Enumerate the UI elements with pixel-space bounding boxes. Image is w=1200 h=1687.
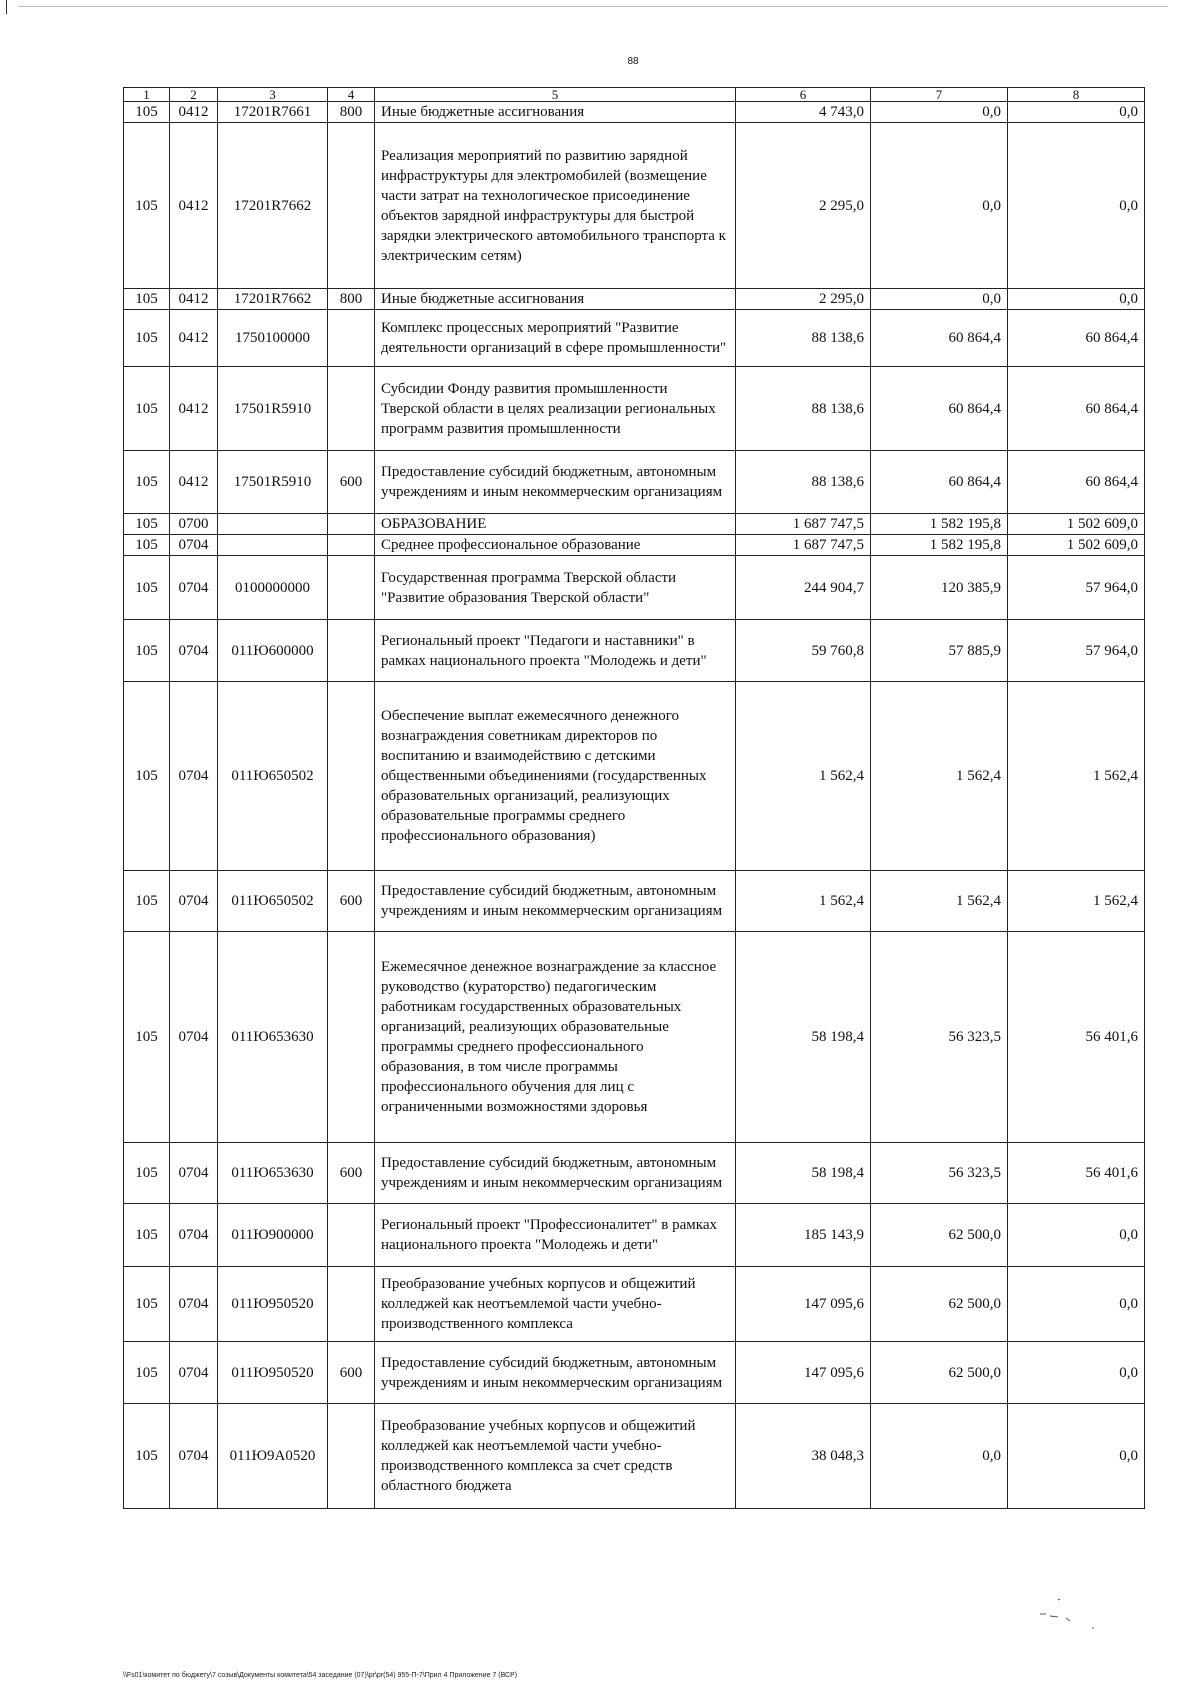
cell-expense-type [328,367,375,451]
table-row [124,123,1145,289]
cell-amount-2025: 244 904,7 [736,556,871,620]
cell-amount-2025: 2 295,0 [736,123,871,289]
cell-admin-code: 105 [124,871,170,932]
cell-target-code: 011Ю653630 [218,1143,328,1204]
table-row [124,932,1145,1143]
cell-expense-type [328,620,375,682]
header-cell: 4 [328,88,375,102]
cell-amount-2026: 120 385,9 [871,556,1008,620]
cell-amount-2026: 1 562,4 [871,682,1008,871]
cell-description: Комплекс процессных мероприятий "Развитие деятельности организаций в сфере промышленности" [375,310,736,367]
cell-description: Реализация мероприятий по развитию зарядной инфраструктуры для электромобилей (возмещение части затрат на технологическое присоединение объектов зарядной инфраструктуры для быстрой зарядки электрического автомобильного транспорта к электрическим сетям) [375,123,736,289]
cell-target-code [218,514,328,535]
cell-target-code: 17201R7662 [218,289,328,310]
cell-amount-2026: 60 864,4 [871,451,1008,514]
cell-section-code: 0412 [170,367,218,451]
cell-amount-2027: 0,0 [1008,1404,1145,1509]
cell-section-code: 0412 [170,289,218,310]
cell-expense-type [328,556,375,620]
cell-expense-type [328,310,375,367]
cell-amount-2025: 147 095,6 [736,1342,871,1404]
table-row [124,871,1145,932]
cell-section-code: 0704 [170,932,218,1143]
cell-target-code: 17201R7661 [218,102,328,123]
cell-admin-code: 105 [124,1267,170,1342]
cell-amount-2026: 1 562,4 [871,871,1008,932]
cell-amount-2027: 1 502 609,0 [1008,514,1145,535]
cell-amount-2027: 0,0 [1008,1204,1145,1267]
cell-admin-code: 105 [124,932,170,1143]
top-rule [18,6,1168,7]
cell-target-code: 011Ю950520 [218,1267,328,1342]
cell-description: Государственная программа Тверской области "Развитие образования Тверской области" [375,556,736,620]
cell-admin-code: 105 [124,1204,170,1267]
cell-amount-2027: 0,0 [1008,1267,1145,1342]
table-row [124,1267,1145,1342]
cell-admin-code: 105 [124,535,170,556]
cell-amount-2025: 1 562,4 [736,871,871,932]
cell-amount-2025: 1 687 747,5 [736,535,871,556]
cell-description: Преобразование учебных корпусов и общежитий колледжей как неотъемлемой части учебно-производственного комплекса [375,1267,736,1342]
cell-expense-type: 600 [328,451,375,514]
cell-section-code: 0412 [170,310,218,367]
scan-edge-mark [6,0,7,14]
cell-admin-code: 105 [124,310,170,367]
cell-target-code: 011Ю900000 [218,1204,328,1267]
table-row [124,620,1145,682]
cell-amount-2025: 88 138,6 [736,310,871,367]
cell-admin-code: 105 [124,123,170,289]
table-row [124,367,1145,451]
header-cell: 8 [1008,88,1145,102]
table-row [124,556,1145,620]
cell-expense-type [328,123,375,289]
cell-amount-2027: 60 864,4 [1008,310,1145,367]
cell-target-code: 0100000000 [218,556,328,620]
cell-amount-2026: 1 582 195,8 [871,514,1008,535]
cell-amount-2026: 0,0 [871,289,1008,310]
cell-amount-2027: 57 964,0 [1008,556,1145,620]
cell-admin-code: 105 [124,1404,170,1509]
page-number: 88 [627,56,639,67]
cell-expense-type [328,1204,375,1267]
cell-description: Региональный проект "Профессионалитет" в рамках национального проекта "Молодежь и дети" [375,1204,736,1267]
cell-amount-2027: 0,0 [1008,1342,1145,1404]
cell-amount-2027: 56 401,6 [1008,932,1145,1143]
cell-description: ОБРАЗОВАНИЕ [375,514,736,535]
cell-admin-code: 105 [124,367,170,451]
cell-description: Ежемесячное денежное вознаграждение за классное руководство (кураторство) педагогическим работникам государственных образовательных организаций, реализующих образовательные программы среднего профессионального образования, в том числе программы профессионального обучения для лиц с ограниченными возможностями здоровья [375,932,736,1143]
cell-admin-code: 105 [124,514,170,535]
cell-amount-2027: 0,0 [1008,102,1145,123]
cell-amount-2027: 60 864,4 [1008,367,1145,451]
cell-amount-2026: 57 885,9 [871,620,1008,682]
cell-expense-type: 800 [328,289,375,310]
cell-expense-type [328,535,375,556]
cell-section-code: 0704 [170,1267,218,1342]
cell-admin-code: 105 [124,556,170,620]
cell-amount-2027: 0,0 [1008,123,1145,289]
cell-admin-code: 105 [124,1143,170,1204]
cell-target-code: 011Ю950520 [218,1342,328,1404]
cell-amount-2025: 1 687 747,5 [736,514,871,535]
cell-amount-2025: 2 295,0 [736,289,871,310]
header-cell: 5 [375,88,736,102]
cell-section-code: 0704 [170,620,218,682]
cell-admin-code: 105 [124,682,170,871]
cell-amount-2026: 56 323,5 [871,1143,1008,1204]
cell-admin-code: 105 [124,289,170,310]
cell-expense-type: 600 [328,1342,375,1404]
cell-amount-2026: 62 500,0 [871,1342,1008,1404]
cell-admin-code: 105 [124,1342,170,1404]
table-row [124,102,1145,123]
cell-target-code: 011Ю650502 [218,871,328,932]
cell-target-code: 17501R5910 [218,367,328,451]
cell-section-code: 0704 [170,1204,218,1267]
cell-amount-2027: 56 401,6 [1008,1143,1145,1204]
table-row [124,514,1145,535]
cell-expense-type [328,1404,375,1509]
cell-amount-2025: 185 143,9 [736,1204,871,1267]
cell-target-code [218,535,328,556]
cell-target-code: 1750100000 [218,310,328,367]
header-cell: 2 [170,88,218,102]
cell-amount-2026: 0,0 [871,102,1008,123]
header-cell: 1 [124,88,170,102]
file-path-footer: \\Fs01\комитет по бюджету\7 созыв\Документы комитета\54 заседание (07)\pr\pr(54) 955-П-7\Прил 4 Приложение 7 (ВСР) [123,1672,518,1679]
header-cell: 7 [871,88,1008,102]
cell-expense-type: 800 [328,102,375,123]
cell-amount-2026: 62 500,0 [871,1204,1008,1267]
cell-expense-type: 600 [328,871,375,932]
cell-amount-2025: 4 743,0 [736,102,871,123]
cell-amount-2025: 59 760,8 [736,620,871,682]
table-row [124,310,1145,367]
cell-section-code: 0704 [170,1404,218,1509]
cell-amount-2027: 57 964,0 [1008,620,1145,682]
cell-section-code: 0704 [170,682,218,871]
cell-expense-type [328,932,375,1143]
cell-amount-2027: 0,0 [1008,289,1145,310]
cell-section-code: 0704 [170,1143,218,1204]
cell-description: Субсидии Фонду развития промышленности Тверской области в целях реализации региональных программ развития промышленности [375,367,736,451]
cell-amount-2026: 0,0 [871,1404,1008,1509]
cell-section-code: 0700 [170,514,218,535]
cell-amount-2026: 60 864,4 [871,310,1008,367]
cell-amount-2025: 58 198,4 [736,932,871,1143]
cell-section-code: 0704 [170,1342,218,1404]
table-row [124,1204,1145,1267]
cell-amount-2027: 1 562,4 [1008,682,1145,871]
cell-expense-type: 600 [328,1143,375,1204]
cell-amount-2025: 88 138,6 [736,367,871,451]
cell-amount-2026: 60 864,4 [871,367,1008,451]
budget-table [123,87,1145,1509]
table-row [124,451,1145,514]
handwritten-marks [1030,1592,1100,1632]
table-row [124,289,1145,310]
cell-target-code: 011Ю600000 [218,620,328,682]
table-row [124,682,1145,871]
cell-target-code: 17501R5910 [218,451,328,514]
cell-amount-2026: 0,0 [871,123,1008,289]
cell-description: Среднее профессиональное образование [375,535,736,556]
cell-target-code: 011Ю9А0520 [218,1404,328,1509]
cell-amount-2025: 88 138,6 [736,451,871,514]
cell-description: Предоставление субсидий бюджетным, автономным учреждениям и иным некоммерческим организациям [375,451,736,514]
cell-amount-2027: 1 502 609,0 [1008,535,1145,556]
cell-target-code: 011Ю653630 [218,932,328,1143]
cell-amount-2026: 56 323,5 [871,932,1008,1143]
cell-description: Обеспечение выплат ежемесячного денежного вознаграждения советникам директоров по воспитанию и взаимодействию с детскими общественными объединениями (государственных образовательных организаций, реализующих образовательные программы среднего профессионального образования) [375,682,736,871]
cell-target-code: 011Ю650502 [218,682,328,871]
cell-section-code: 0412 [170,451,218,514]
cell-admin-code: 105 [124,102,170,123]
cell-description: Иные бюджетные ассигнования [375,102,736,123]
header-cell: 3 [218,88,328,102]
cell-expense-type [328,682,375,871]
header-row [124,88,1145,102]
cell-description: Региональный проект "Педагоги и наставники" в рамках национального проекта "Молодежь и дети" [375,620,736,682]
cell-description: Иные бюджетные ассигнования [375,289,736,310]
cell-amount-2025: 38 048,3 [736,1404,871,1509]
cell-description: Предоставление субсидий бюджетным, автономным учреждениям и иным некоммерческим организациям [375,871,736,932]
cell-section-code: 0704 [170,556,218,620]
cell-amount-2025: 147 095,6 [736,1267,871,1342]
cell-description: Предоставление субсидий бюджетным, автономным учреждениям и иным некоммерческим организациям [375,1143,736,1204]
cell-admin-code: 105 [124,620,170,682]
cell-amount-2027: 1 562,4 [1008,871,1145,932]
table-row [124,1404,1145,1509]
cell-amount-2027: 60 864,4 [1008,451,1145,514]
table-row [124,535,1145,556]
cell-amount-2026: 62 500,0 [871,1267,1008,1342]
cell-section-code: 0412 [170,123,218,289]
cell-expense-type [328,1267,375,1342]
cell-amount-2026: 1 582 195,8 [871,535,1008,556]
table-row [124,1143,1145,1204]
cell-description: Преобразование учебных корпусов и общежитий колледжей как неотъемлемой части учебно-производственного комплекса за счет средств областного бюджета [375,1404,736,1509]
cell-description: Предоставление субсидий бюджетным, автономным учреждениям и иным некоммерческим организациям [375,1342,736,1404]
cell-amount-2025: 58 198,4 [736,1143,871,1204]
cell-expense-type [328,514,375,535]
cell-admin-code: 105 [124,451,170,514]
cell-target-code: 17201R7662 [218,123,328,289]
cell-section-code: 0704 [170,535,218,556]
table-row [124,1342,1145,1404]
header-cell: 6 [736,88,871,102]
cell-amount-2025: 1 562,4 [736,682,871,871]
cell-section-code: 0412 [170,102,218,123]
cell-section-code: 0704 [170,871,218,932]
